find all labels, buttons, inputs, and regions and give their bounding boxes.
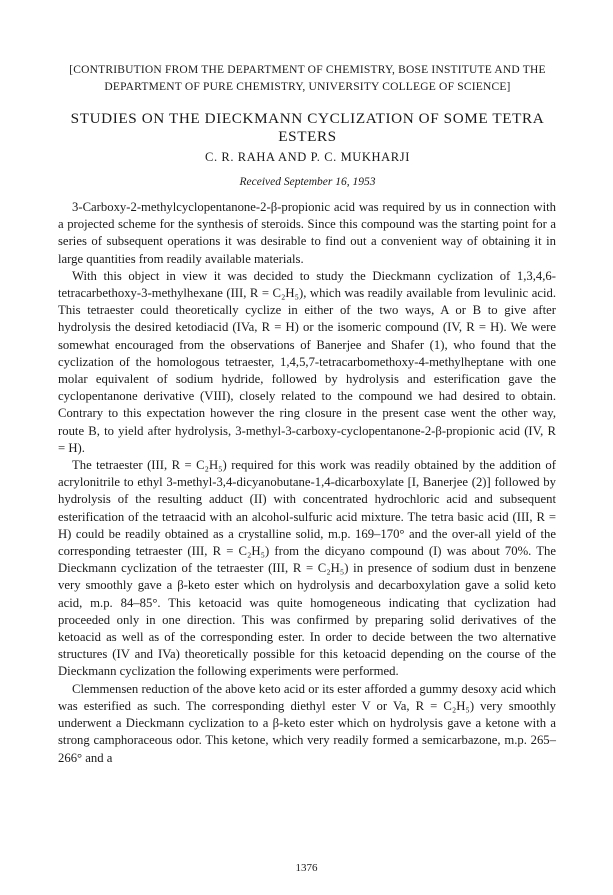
authors: C. R. RAHA AND P. C. MUKHARJI	[205, 150, 410, 164]
paragraph-1: 3-Carboxy-2-methylcyclopentanone-2-β-propionic acid was required by us in connection with a projected scheme for the synthesis of steroids. Since this compound was the starting point for a series of subsequent operations it was desirable to find out a convenient way of obtaining it in large quantities from readily available materials.	[58, 200, 556, 266]
affiliation	[60, 62, 555, 96]
article-title	[60, 110, 555, 146]
page-number: 1376	[295, 862, 318, 874]
article-body	[58, 199, 556, 767]
affiliation-line-1: [CONTRIBUTION FROM THE DEPARTMENT OF CHEMISTRY, BOSE INSTITUTE AND THE	[69, 64, 546, 76]
title-line-2: ESTERS	[278, 128, 337, 145]
received-date: Received September 16, 1953	[239, 176, 376, 188]
title-line-1: STUDIES ON THE DIECKMANN CYCLIZATION OF SOME TETRA	[70, 110, 545, 127]
paragraph-2: With this object in view it was decided to study the Dieckmann cyclization of 1,3,4,6-tetracarbethoxy-3-methylhexane (III, R = C₂H₅), which was readily available from levulinic acid. This tetraester could theoretically cyclize in either of the two ways, A or B to give after hydrolysis the desired ketodiacid (IVa, R = H) or the isomeric compound (IV, R = H). We were somewhat encouraged from the observations of Banerjee and Shafer (1), who found that the cyclization of the homologous tetraester, 1,4,5,7-tetracarbomethoxy-4-methylheptane with one molar equivalent of sodium hydride, followed by hydrolysis and esterification gave the cyclopentanone derivative (VIII), closely related to the compound we had desired to obtain. Contrary to this expectation however the ring closure in the present case went the other way, route B, to yield after hydrolysis, 3-methyl-3-carboxy-cyclopentanone-2-β-propionic acid (IV, R = H).	[58, 268, 556, 455]
paragraph-4: Clemmensen reduction of the above keto acid or its ester afforded a gummy desoxy acid which was esterified as such. The corresponding diethyl ester V or Va, R = C₂H₅) very smoothly underwent a Dieckmann cyclization to a β-keto ester which on hydrolysis gave a ketone with a strong camphoraceous odor. This ketone, which very readily formed a semicarbazone, m.p. 265–266° and a	[58, 681, 556, 765]
paragraph-3: The tetraester (III, R = C₂H₅) required for this work was readily obtained by the addition of acrylonitrile to ethyl 3-methyl-3,4-dicyanobutane-1,4-dicarboxylate [I, Banerjee (2)] followed by hydrolysis of the resulting adduct (II) with concentrated hydrochloric acid and subsequent esterification of the tetraacid with an alcohol-sulfuric acid mixture. The tetra basic acid (III, R = H) could be readily obtained as a crystalline solid, m.p. 169–170° and the over-all yield of the corresponding tetraester (III, R = C₂H₅) from the dicyano compound (I) was about 70%. The Dieckmann cyclization of the tetraester (III, R = C₂H₅) in presence of sodium dust in benzene very smoothly gave a β-keto ester which on hydrolysis and decarboxylation gave a solid keto acid, m.p. 84–85°. This ketoacid was quite homogeneous indicating that cyclization had proceeded only in one direction. This was confirmed by preparing solid derivatives of the ketoacid as well as of the corresponding ester. In order to decide between the two alternative structures (IV and IVa) theoretically possible for this ketoacid depending on the course of the Dieckmann cyclization the following experiments were performed.	[58, 458, 556, 679]
affiliation-line-2: DEPARTMENT OF PURE CHEMISTRY, UNIVERSITY COLLEGE OF SCIENCE]	[104, 81, 511, 93]
